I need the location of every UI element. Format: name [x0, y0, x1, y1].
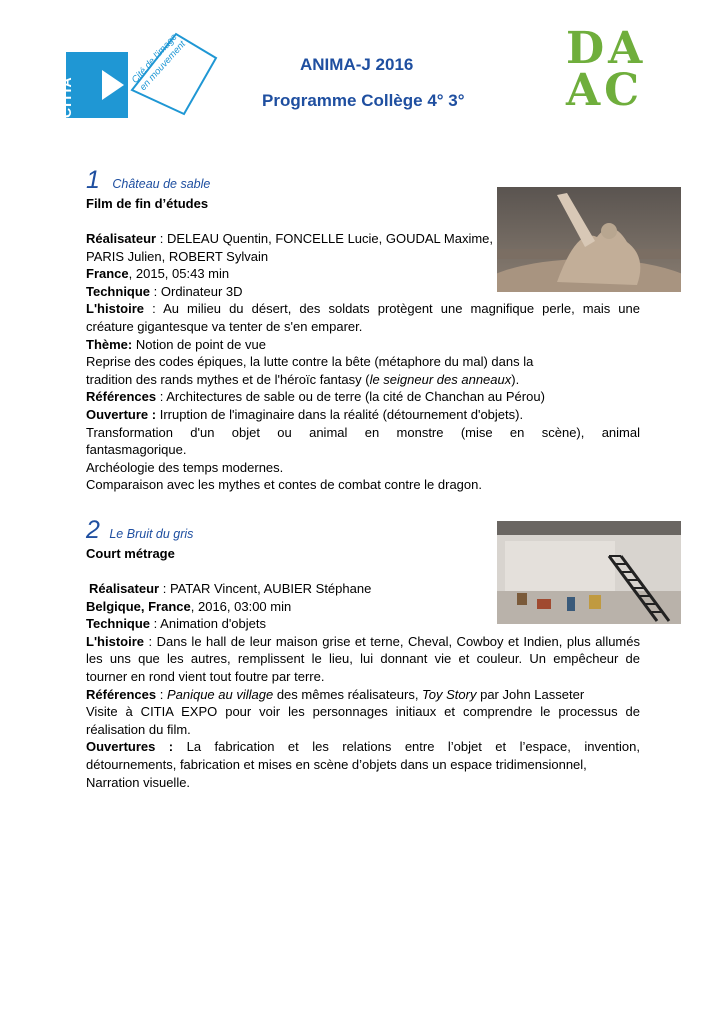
- film-2-text-line: réalisation du film.: [86, 721, 191, 737]
- film-1-text-line: Transformation d'un objet ou animal en monstre (mise en scène), animal: [86, 424, 640, 440]
- film-1-opening: Ouverture : Irruption de l'imaginaire dans la réalité (détournement d'objets).: [86, 406, 524, 422]
- film-1-category: Film de fin d’études: [86, 196, 209, 211]
- film-2-references: Références : Panique au village des mêmes réalisateurs, Toy Story par John Lasseter: [86, 686, 585, 702]
- film-2-number: 2: [86, 516, 100, 544]
- film-1-director: Réalisateur : DELEAU Quentin, FONCELLE Lucie, GOUDAL Maxime,: [86, 231, 494, 246]
- film-2-technique: Technique : Animation d'objets: [86, 616, 266, 632]
- film-2-text-line: Narration visuelle.: [86, 774, 191, 790]
- film-1-text-line: Archéologie des temps modernes.: [86, 459, 284, 475]
- film-2-director: Réalisateur : PATAR Vincent, AUBIER Stéphane: [89, 581, 372, 596]
- film-1-director-cont: PARIS Julien, ROBERT Sylvain: [86, 248, 269, 264]
- film-1-text-line: fantasmagorique.: [86, 442, 187, 458]
- daac-logo: DA AC: [566, 23, 647, 116]
- film-2-text-line: détournements, fabrication et mises en scène d’objets dans un espace tridimensionnel,: [86, 756, 587, 772]
- film-1-technique: Technique : Ordinateur 3D: [86, 283, 243, 299]
- film-2-details: [86, 580, 640, 791]
- film-1-title: Château de sable: [112, 177, 211, 191]
- film-2-story: L'histoire : Dans le hall de leur maison grise et terne, Cheval, Cowboy et Indien, plus allumés: [86, 633, 640, 649]
- film-2-openings: Ouvertures : La fabrication et les relations entre l’objet et l’espace, invention,: [86, 739, 640, 755]
- film-1-country: France, 2015, 05:43 min: [86, 266, 230, 282]
- film-1-heading: [86, 166, 210, 195]
- film-1-story: L'histoire : Au milieu du désert, des soldats protègent une magnifique perle, mais une: [86, 301, 640, 317]
- film-1-details: [86, 230, 640, 494]
- film-1-text-line: tradition des rands mythes et de l'héroïc fantasy (le seigneur des anneaux).: [86, 371, 520, 387]
- page-title: ANIMA-J 2016: [300, 55, 414, 74]
- citia-logo: [66, 52, 128, 118]
- film-2-story-cont: les uns que les autres, remplissent le lieu, lui donnant vie et couleur. Un empêcheur de: [86, 651, 640, 667]
- film-1-text-line: Comparaison avec les mythes et contes de combat contre le dragon.: [86, 477, 482, 493]
- film-2-story-cont: tourner en rond vient tout foutre par terre.: [86, 668, 325, 684]
- film-1-story-cont: créature gigantesque va tenter de s'en emparer.: [86, 318, 363, 334]
- film-1-number: 1: [86, 166, 100, 194]
- film-1-theme: Thème: Notion de point de vue: [86, 336, 266, 352]
- film-2-title: Le Bruit du gris: [109, 527, 194, 541]
- film-1-text-line: Reprise des codes épiques, la lutte contre la bête (métaphore du mal) dans la: [86, 354, 534, 370]
- page-subtitle: Programme Collège 4° 3°: [262, 91, 465, 110]
- film-2-heading: [86, 516, 193, 545]
- film-1-references: Références : Architectures de sable ou de terre (la cité de Chanchan au Pérou): [86, 389, 545, 405]
- citia-brand: CITIA: [58, 76, 74, 118]
- film-2-category: Court métrage: [86, 546, 175, 561]
- film-2-text-line: Visite à CITIA EXPO pour voir les personnages initiaux et comprendre le processus de: [86, 704, 640, 720]
- film-2-country: Belgique, France, 2016, 03:00 min: [86, 598, 292, 614]
- citia-tagline: Cité de l'image en mouvement: [129, 31, 189, 93]
